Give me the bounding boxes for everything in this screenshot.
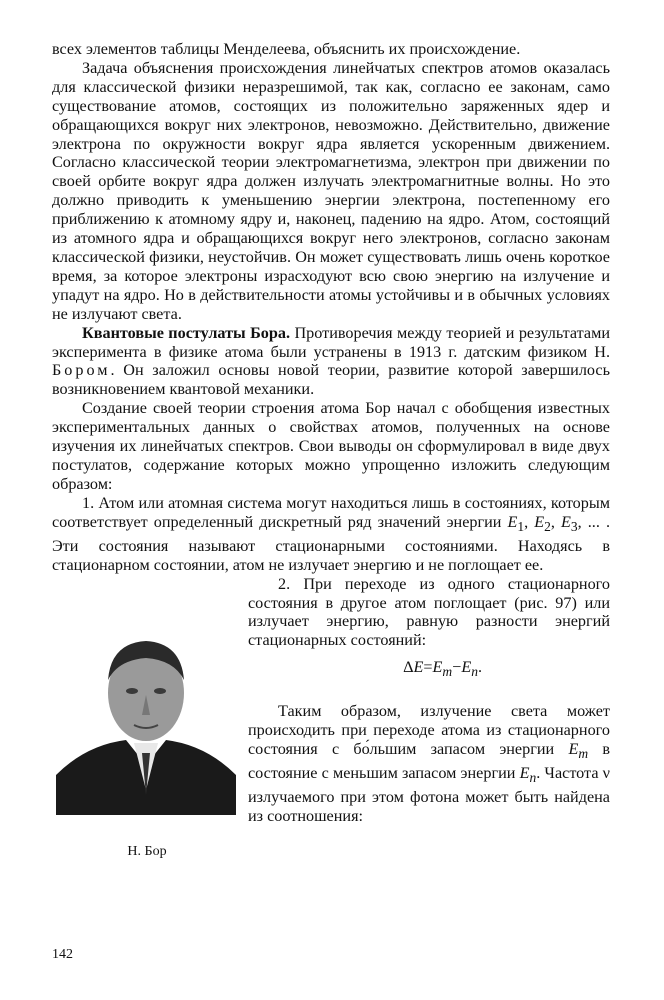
paragraph-6: Таким образом, излучение света может происходить при переходе атома из стационарного состояния с бо́льшим запасом энергии $E_m$ в состояние с меньшим запасом энергии $E_n$. Частота ν излучаемого при этом фотона может быть найдена из соотношения:	[248, 702, 610, 826]
paragraph-0: всех элементов таблицы Менделеева, объяснить их происхождение.	[52, 40, 521, 58]
paragraph-6-text-c: . Частота ν излучаемого при этом фотона может быть найдена из соотношения:	[248, 764, 610, 826]
paragraph-3: Создание своей теории строения атома Бор начал с обобщения известных экспериментальных данных о свойствах атомов, полученных на основе изучения их линейчатых спектров. Свои выводы он сформулировал в виде двух постулатов, содержание которых можно упрощенно изложить следующим образом:	[52, 399, 610, 493]
paragraph-2	[52, 324, 610, 400]
postulate-2: 2. При переходе из одного стационарного состояния в другое атом поглощает (рис. 97) или излучает энергию, равную разности энергий стационарных состояний:	[248, 574, 610, 650]
postulate-1-text-b: . Эти состояния называют стационарными состояниями. Находясь в стационарном состоянии, атом не излучает энергию и не поглощает ее.	[52, 512, 611, 574]
paragraph-6-text-a: Таким образом, излучение света может происходить при переходе атома из стационарного состояния с бо́льшим запасом энергии	[248, 702, 610, 759]
paragraph-2-name: Бором	[52, 361, 111, 380]
postulate-1: 1. Атом или атомная система могут находиться лишь в состояниях, которым соответствует определенный дискретный ряд значений энергии $E_1$, $E_2$, $E_3$, ... . Эти состояния называют стационарными состояниями. Находясь в стационарном состоянии, атом не излучает энергию и не поглощает ее.	[52, 493, 611, 574]
portrait-caption: Н. Бор	[127, 843, 167, 859]
figure-block	[52, 574, 610, 859]
paragraph-6-text-b: в состояние с меньшим запасом энергии	[248, 740, 610, 783]
portrait-column	[52, 575, 242, 875]
paragraph-2-text-b: . Он заложил основы новой теории, развитие которой завершилось возникновением квантовой механики.	[52, 361, 610, 399]
energy-formula: $\Delta E=E_m-E_n$.	[403, 658, 482, 680]
page-number: 142	[52, 947, 73, 962]
portrait-photo	[56, 625, 236, 815]
postulate-1-text-a: 1. Атом или атомная система могут находиться лишь в состояниях, которым соответствует определенный дискретный ряд значений энергии	[52, 493, 610, 531]
paragraph-1: Задача объяснения происхождения линейчатых спектров атомов оказалась для классической физики неразрешимой, так как, согласно ее законам, само существование атомов, состоящих из положительно заряженных ядер и обращающихся вокруг них электронов, невозможно. Действительно, движение электрона по окружности вокруг ядра является ускоренным движением. Согласно классической теории электромагнетизма, электрон при движении по своей орбите вокруг ядра должен излучать электромагнитные волны. Но это должно приводить к уменьшению энергии электрона, постепенному его приближению к атомному ядру и, наконец, падению на ядро. Атом, состоящий из атомного ядра и обращающихся вокруг него электронов, согласно законам классической физики, неустойчив. Он может существовать лишь очень короткое время, за которое электроны израсходуют всю свою энергию на излучение и упадут на ядро. Но в действительности атомы устойчивы и в обычных условиях не излучают света.	[52, 58, 610, 323]
section-heading: Квантовые постулаты Бора.	[82, 323, 291, 342]
paragraph-2-text-a: Противоречия между теорией и результатами эксперимента в физике атома были устранены в 1913 г. датским физиком Н.	[52, 323, 610, 361]
page-text	[52, 40, 610, 875]
